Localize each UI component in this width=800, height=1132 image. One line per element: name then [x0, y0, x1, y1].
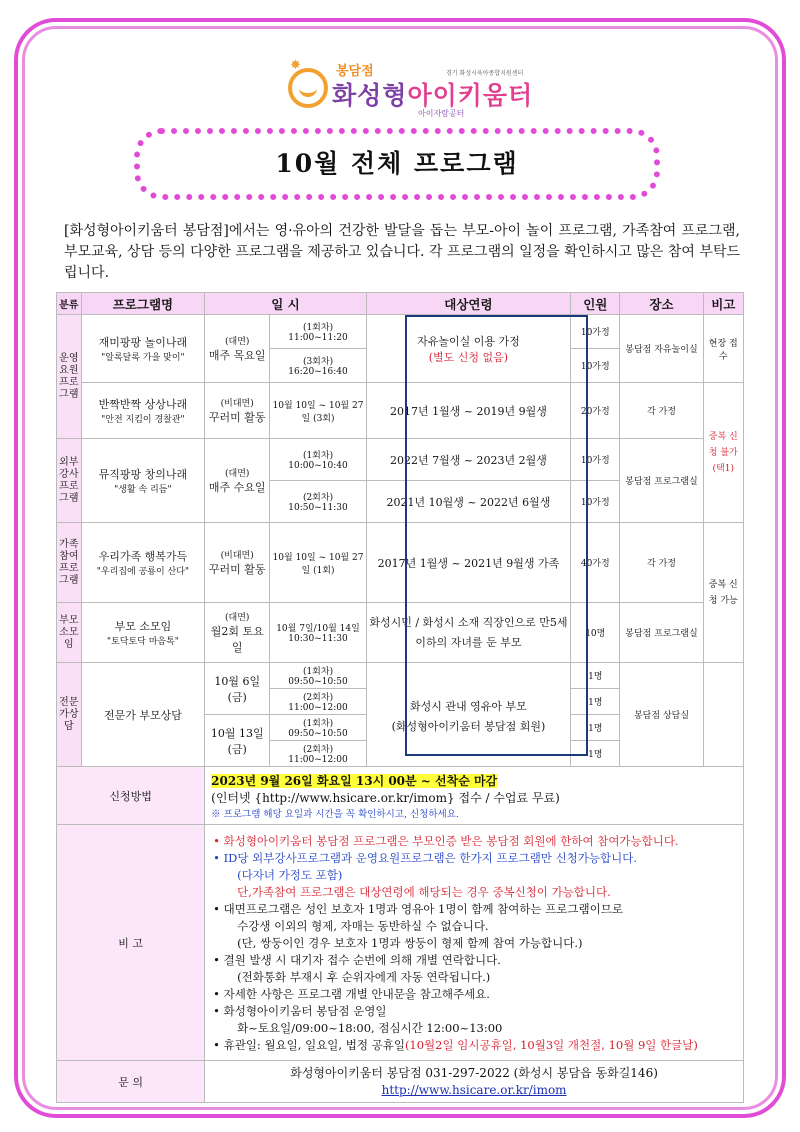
- program-mode: (대면) 매주 수요일: [205, 439, 270, 523]
- session-time: (1회차) 09:50~10:50: [270, 663, 367, 689]
- note-item: (단, 쌍둥이인 경우 보호자 1명과 쌍둥이 형제 함께 참여 가능합니다.): [237, 935, 583, 950]
- target-age: 화성시 관내 영유아 부모 (화성형아이키움터 봉담점 회원): [366, 663, 570, 767]
- session-time: (2회차) 10:50~11:30: [270, 481, 367, 523]
- table-header: [57, 293, 744, 315]
- capacity: 10가정: [571, 439, 620, 481]
- program-mode: (대면) 매주 목요일: [205, 315, 270, 383]
- note-item: • 자세한 사항은 프로그램 개별 안내문을 참고해주세요.: [213, 986, 490, 1001]
- target-age: 자유놀이실 이용 가정 (별도 신청 없음): [366, 315, 570, 383]
- notes-label: 비 고: [57, 825, 205, 1061]
- smile-icon: [288, 68, 328, 108]
- category-operating: 운영요원프로그램: [57, 315, 82, 439]
- session-time: (2회차) 11:00~12:00: [270, 689, 367, 715]
- session-time: 10월 7일/10월 14일 10:30~11:30: [270, 603, 367, 663]
- star-icon: ✸: [290, 58, 301, 73]
- session-time: (1회차) 11:00~11:20: [270, 315, 367, 349]
- title-box: [134, 128, 660, 200]
- capacity: 1명: [571, 663, 620, 689]
- venue: 봉담점 프로그램실: [620, 603, 703, 663]
- page-title: 10월 전체 프로그램: [275, 149, 519, 178]
- session-time: (2회차) 11:00~12:00: [270, 741, 367, 767]
- capacity: 10가정: [571, 481, 620, 523]
- note-item: • 결원 발생 시 대기자 접수 순번에 의해 개별 연락합니다.: [213, 952, 501, 967]
- target-age: 2017년 1월생 ~ 2021년 9월생 가족: [366, 523, 570, 603]
- note-item: • ID당 외부강사프로그램과 운영요원프로그램은 한가지 프로그램만 신청가능합니다.: [213, 850, 637, 865]
- header-place: 장소: [620, 293, 703, 315]
- program-name: 재미팡팡 놀이나래 "알록달록 가을 맞이": [81, 315, 204, 383]
- logo-sub: 봉담점: [336, 64, 374, 79]
- venue: 각 가정: [620, 383, 703, 439]
- capacity: 10명: [571, 603, 620, 663]
- note-item: • 휴관일: 월요일, 일요일, 법정 공휴일(10월2일 임시공휴일, 10월3일 개천절, 10월 9일 한글날): [213, 1037, 698, 1052]
- venue: 각 가정: [620, 523, 703, 603]
- capacity: 10가정: [571, 315, 620, 349]
- logo: [288, 58, 548, 118]
- header-prog: 프로그램명: [81, 293, 204, 315]
- note-item: 수강생 이외의 형제, 자매는 동반하실 수 없습니다.: [237, 918, 489, 933]
- program-mode: (대면) 월2회 토요일: [205, 603, 270, 663]
- logo-tagline: 아이자람공터: [418, 109, 465, 118]
- contact-info: [205, 1061, 744, 1103]
- venue: 봉담점 자유놀이실: [620, 315, 703, 383]
- intro-text: [화성형아이키움터 봉담점]에서는 영·유아의 건강한 발달을 돕는 부모-아이 놀이 프로그램, 가족참여 프로그램, 부모교육, 상담 등의 다양한 프로그램을 제공하고 있습니다. 각 프로그램의 일정을 확인하시고 많은 참여 부탁드립니다.: [64, 223, 740, 281]
- capacity: 1명: [571, 715, 620, 741]
- session-time: (3회차) 16:20~16:40: [270, 349, 367, 383]
- header-target: 대상연령: [366, 293, 570, 315]
- session-date: 10월 6일(금): [205, 663, 270, 715]
- logo-org: 경기 화성시육아종합지원센터: [446, 70, 524, 77]
- apply-label: 신청방법: [57, 767, 205, 825]
- target-age: 화성시민 / 화성시 소재 직장인으로 만5세이하의 자녀를 둔 부모: [366, 603, 570, 663]
- program-table: [56, 292, 744, 1103]
- notes-list: [205, 825, 744, 1061]
- note-item: (다자녀 가정도 포함): [237, 867, 343, 882]
- apply-deadline: 2023년 9월 26일 화요일 13시 00분 ~ 선착순 마감: [211, 773, 498, 788]
- note-item: (전화통화 부재시 후 순위자에게 자동 연락됩니다.): [237, 969, 491, 984]
- session-time: (1회차) 10:00~10:40: [270, 439, 367, 481]
- venue: 봉담점 상담실: [620, 663, 703, 767]
- apply-method: (인터넷 {http://www.hsicare.or.kr/imom} 접수 / 수업료 무료): [211, 790, 560, 805]
- session-time: 10월 10일 ~ 10월 27일 (3회): [270, 383, 367, 439]
- remark-empty: [703, 663, 743, 767]
- capacity: 20가정: [571, 383, 620, 439]
- note-item: • 대면프로그램은 성인 보호자 1명과 영유아 1명이 함께 참여하는 프로그램이므로: [213, 901, 623, 916]
- program-name: 뮤직팡팡 창의나래 "생활 속 리듬": [81, 439, 204, 523]
- capacity: 1명: [571, 689, 620, 715]
- capacity: 1명: [571, 741, 620, 767]
- program-name: 부모 소모임 "토닥토닥 마음톡": [81, 603, 204, 663]
- remark: 중복 신청 불가 (택1): [703, 383, 743, 523]
- capacity: 10가정: [571, 349, 620, 383]
- remark: 현장 접수: [703, 315, 743, 383]
- note-item: 단,가족참여 프로그램은 대상연령에 해당되는 경우 중복신청이 가능합니다.: [237, 884, 611, 899]
- contact-label: 문 의: [57, 1061, 205, 1103]
- venue: 봉담점 프로그램실: [620, 439, 703, 523]
- program-mode: (비대면) 꾸러미 활동: [205, 383, 270, 439]
- session-time: 10월 10일 ~ 10월 27일 (1회): [270, 523, 367, 603]
- program-name: 반짝반짝 상상나래 "안전 지킴이 경찰관": [81, 383, 204, 439]
- program-name: 우리가족 행복가득 "우리집에 공룡이 산다": [81, 523, 204, 603]
- note-item: • 화성형아이키움터 봉담점 프로그램은 부모인증 받은 봉담점 회원에 한하여 참여가능합니다.: [213, 833, 679, 848]
- apply-info: [205, 767, 744, 825]
- note-item: • 화성형아이키움터 봉담점 운영일: [213, 1003, 387, 1018]
- contact-line: 화성형아이키움터 봉담점 031-297-2022 (화성시 봉담읍 동화길146): [290, 1065, 658, 1080]
- logo-main: 화성형아이키움터: [332, 81, 534, 110]
- header-sched: 일 시: [205, 293, 367, 315]
- target-age: 2021년 10월생 ~ 2022년 6월생: [366, 481, 570, 523]
- remark: 중복 신청 가능: [703, 523, 743, 663]
- apply-caution: ※ 프로그램 해당 요일과 시간을 꼭 확인하시고, 신청하세요.: [211, 808, 459, 820]
- header-cat: 분류: [57, 293, 82, 315]
- program-mode: (비대면) 꾸러미 활동: [205, 523, 270, 603]
- category-parents: 부모소모임: [57, 603, 82, 663]
- header-people: 인원: [571, 293, 620, 315]
- header-note: 비고: [703, 293, 743, 315]
- target-age: 2022년 7월생 ~ 2023년 2월생: [366, 439, 570, 481]
- category-counsel: 전문가상담: [57, 663, 82, 767]
- contact-link[interactable]: http://www.hsicare.or.kr/imom: [381, 1082, 567, 1097]
- capacity: 40가정: [571, 523, 620, 603]
- target-age: 2017년 1월생 ~ 2019년 9월생: [366, 383, 570, 439]
- program-name: 전문가 부모상담: [81, 663, 204, 767]
- session-date: 10월 13일(금): [205, 715, 270, 767]
- note-item: 화~토요일/09:00~18:00, 점심시간 12:00~13:00: [237, 1020, 503, 1035]
- category-family: 가족참여프로그램: [57, 523, 82, 603]
- category-external: 외부강사프로그램: [57, 439, 82, 523]
- session-time: (1회차) 09:50~10:50: [270, 715, 367, 741]
